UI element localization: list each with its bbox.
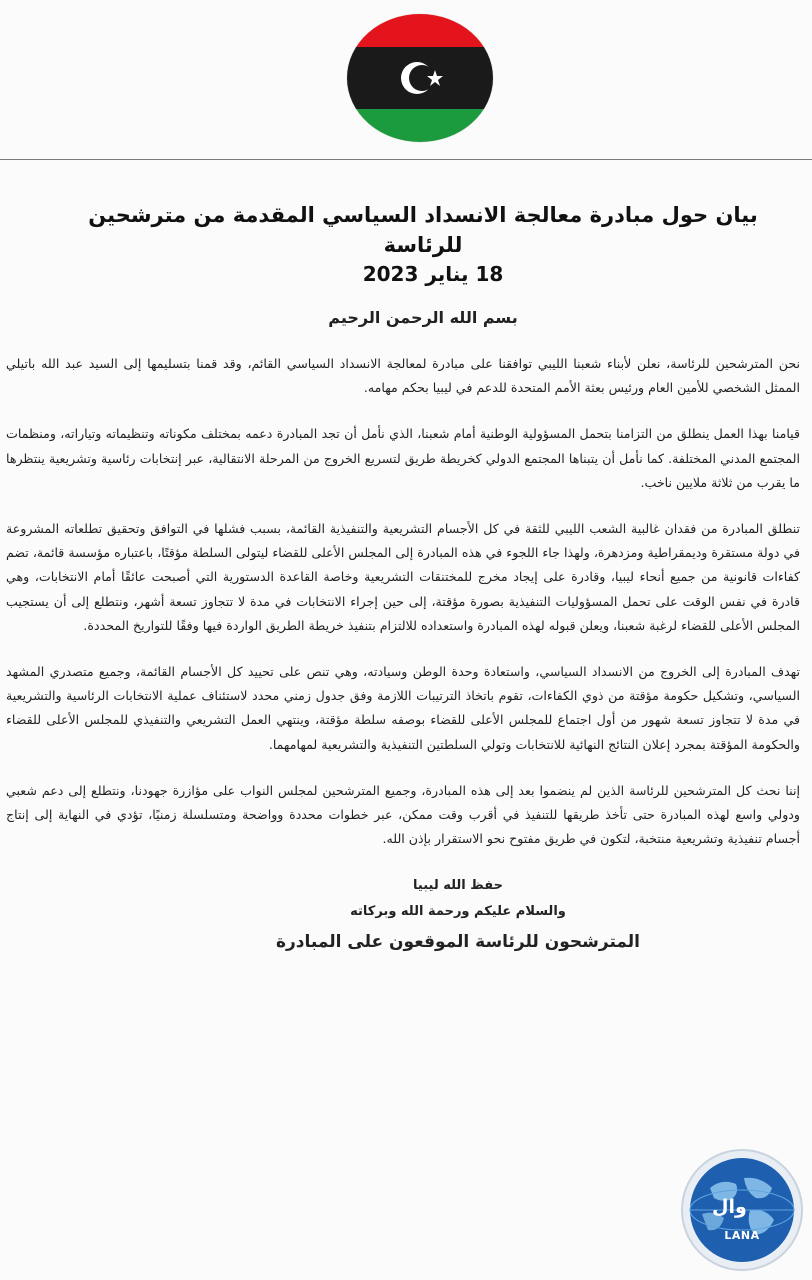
paragraph-5: إننا نحث كل المترشحين للرئاسة الذين لم ينضموا بعد إلى هذه المبادرة، وجميع المترشحين لمجلس النواب على مؤازرة جهودنا، ونتطلع إلى دعم شعبي ودولي واسع لهذه المبادرة حتى تأخذ طريقها للتنفيذ في أقرب وقت ممكن، عبر خطوات محددة وواضحة ومتسلسلة زمنيًا، تؤدي في النهاية إلى إنتاج أجسام تنفيذية وتشريعية منتخبة، لتكون في طريق مفتوح نحو الاستقرار بإذن الله. [6, 782, 800, 847]
document-title: بيان حول مبادرة معالجة الانسداد السياسي المقدمة من مترشحين للرئاسة [88, 203, 758, 257]
libya-flag-emblem [347, 14, 493, 142]
lana-logo [680, 1148, 804, 1272]
document-date: 18 يناير 2023 [362, 262, 504, 286]
paragraph-4: تهدف المبادرة إلى الخروج من الانسداد السياسي، واستعادة وحدة الوطن وسيادته، وهي تنص على تحييد كل الأجسام القائمة، وجميع متصدري المشهد السياسي، وتشكيل حكومة مؤقتة من ذوي الكفاءات، تقوم باتخاذ الترتيبات اللازمة وفق جدول زمني محدد لاستئناف عملية الانتخابات الرئاسية والتشريعية في مدة لا تتجاوز تسعة شهور من أول اجتماع للمجلس الأعلى للقضاء بوصفه سلطة مؤقتة، وينتهي العمل التشريعي والتنفيذي للمجلس الأعلى للقضاء والحكومة المؤقتة بمجرد إعلان النتائج النهائية للانتخابات وتولي السلطتين التنفيذية والتشريعية لمهامهما. [6, 664, 800, 752]
flag-red-band [347, 14, 493, 47]
basmala: بسم الله الرحمن الرحيم [328, 308, 518, 327]
flag-green-band [347, 109, 493, 142]
statement-document [6, 200, 800, 959]
closing-line-2: والسلام عليكم ورحمة الله وبركاته [350, 904, 566, 920]
lana-arabic-mark: وال [712, 1196, 747, 1218]
paragraph-1: نحن المترشحين للرئاسة، نعلن لأبناء شعبنا الليبي توافقنا على مبادرة لمعالجة الانسداد السياسي القائم، وقد قمنا بتسليمها إلى السيد عبد الله باتيلي الممثل الشخصي للأمين العام ورئيس بعثة الأمم المتحدة للدعم في ليبيا بحكم مهامه. [6, 356, 800, 396]
lana-latin-mark: LANA [724, 1229, 760, 1242]
header-divider [0, 159, 812, 160]
closing-line-1: حفظ الله ليبيا [413, 878, 503, 894]
closing-block [6, 873, 800, 959]
paragraph-3: تنطلق المبادرة من فقدان غالبية الشعب الليبي للثقة في كل الأجسام التشريعية والتنفيذية القائمة، بسبب فشلها في التوافق وتحقيق تطلعاته المشروعة في دولة مستقرة وديمقراطية ومزدهرة، ولهذا جاء اللجوء في هذه المبادرة إلى المجلس الأعلى للقضاء ليتولى السلطة مؤقتًا، باعتباره مؤسسة قائمة، تضم كفاءات قانونية من جميع أنحاء ليبيا، وقادرة على إيجاد مخرج للمختنقات التشريعية وخاصة القاعدة الدستورية التي أصبحت عائقًا أمام الانتخابات، وهي قادرة في نفس الوقت على تحمل المسؤوليات التنفيذية بصورة مؤقتة، إلى حين إجراء الانتخابات في مدة لا تتجاوز تسعة أشهر، ونتطلع إلى أن يستجيب المجلس الأعلى للقضاء لرغبة شعبنا، ويعلن قبوله لهذه المبادرة واستعداده للالتزام بتنفيذ خريطة الطريق الواردة فيها وفقًا للتواريخ المحددة. [6, 521, 800, 633]
signature-line: المترشحون للرئاسة الموقعون على المبادرة [275, 932, 640, 953]
paragraph-2: قيامنا بهذا العمل ينطلق من التزامنا بتحمل المسؤولية الوطنية أمام شعبنا، الذي نأمل أن تجد المبادرة دعمه بمختلف مكوناته وتنظيماته وتياراته، ومنظمات المجتمع المدني المختلفة. كما نأمل أن يتبناها المجتمع الدولي كخريطة طريق لتسريع الخروج من المرحلة الانتقالية، عبر إنتخابات رئاسية وتشريعية ينتظرها ما يقرب من ثلاثة ملايين ناخب. [6, 426, 800, 490]
